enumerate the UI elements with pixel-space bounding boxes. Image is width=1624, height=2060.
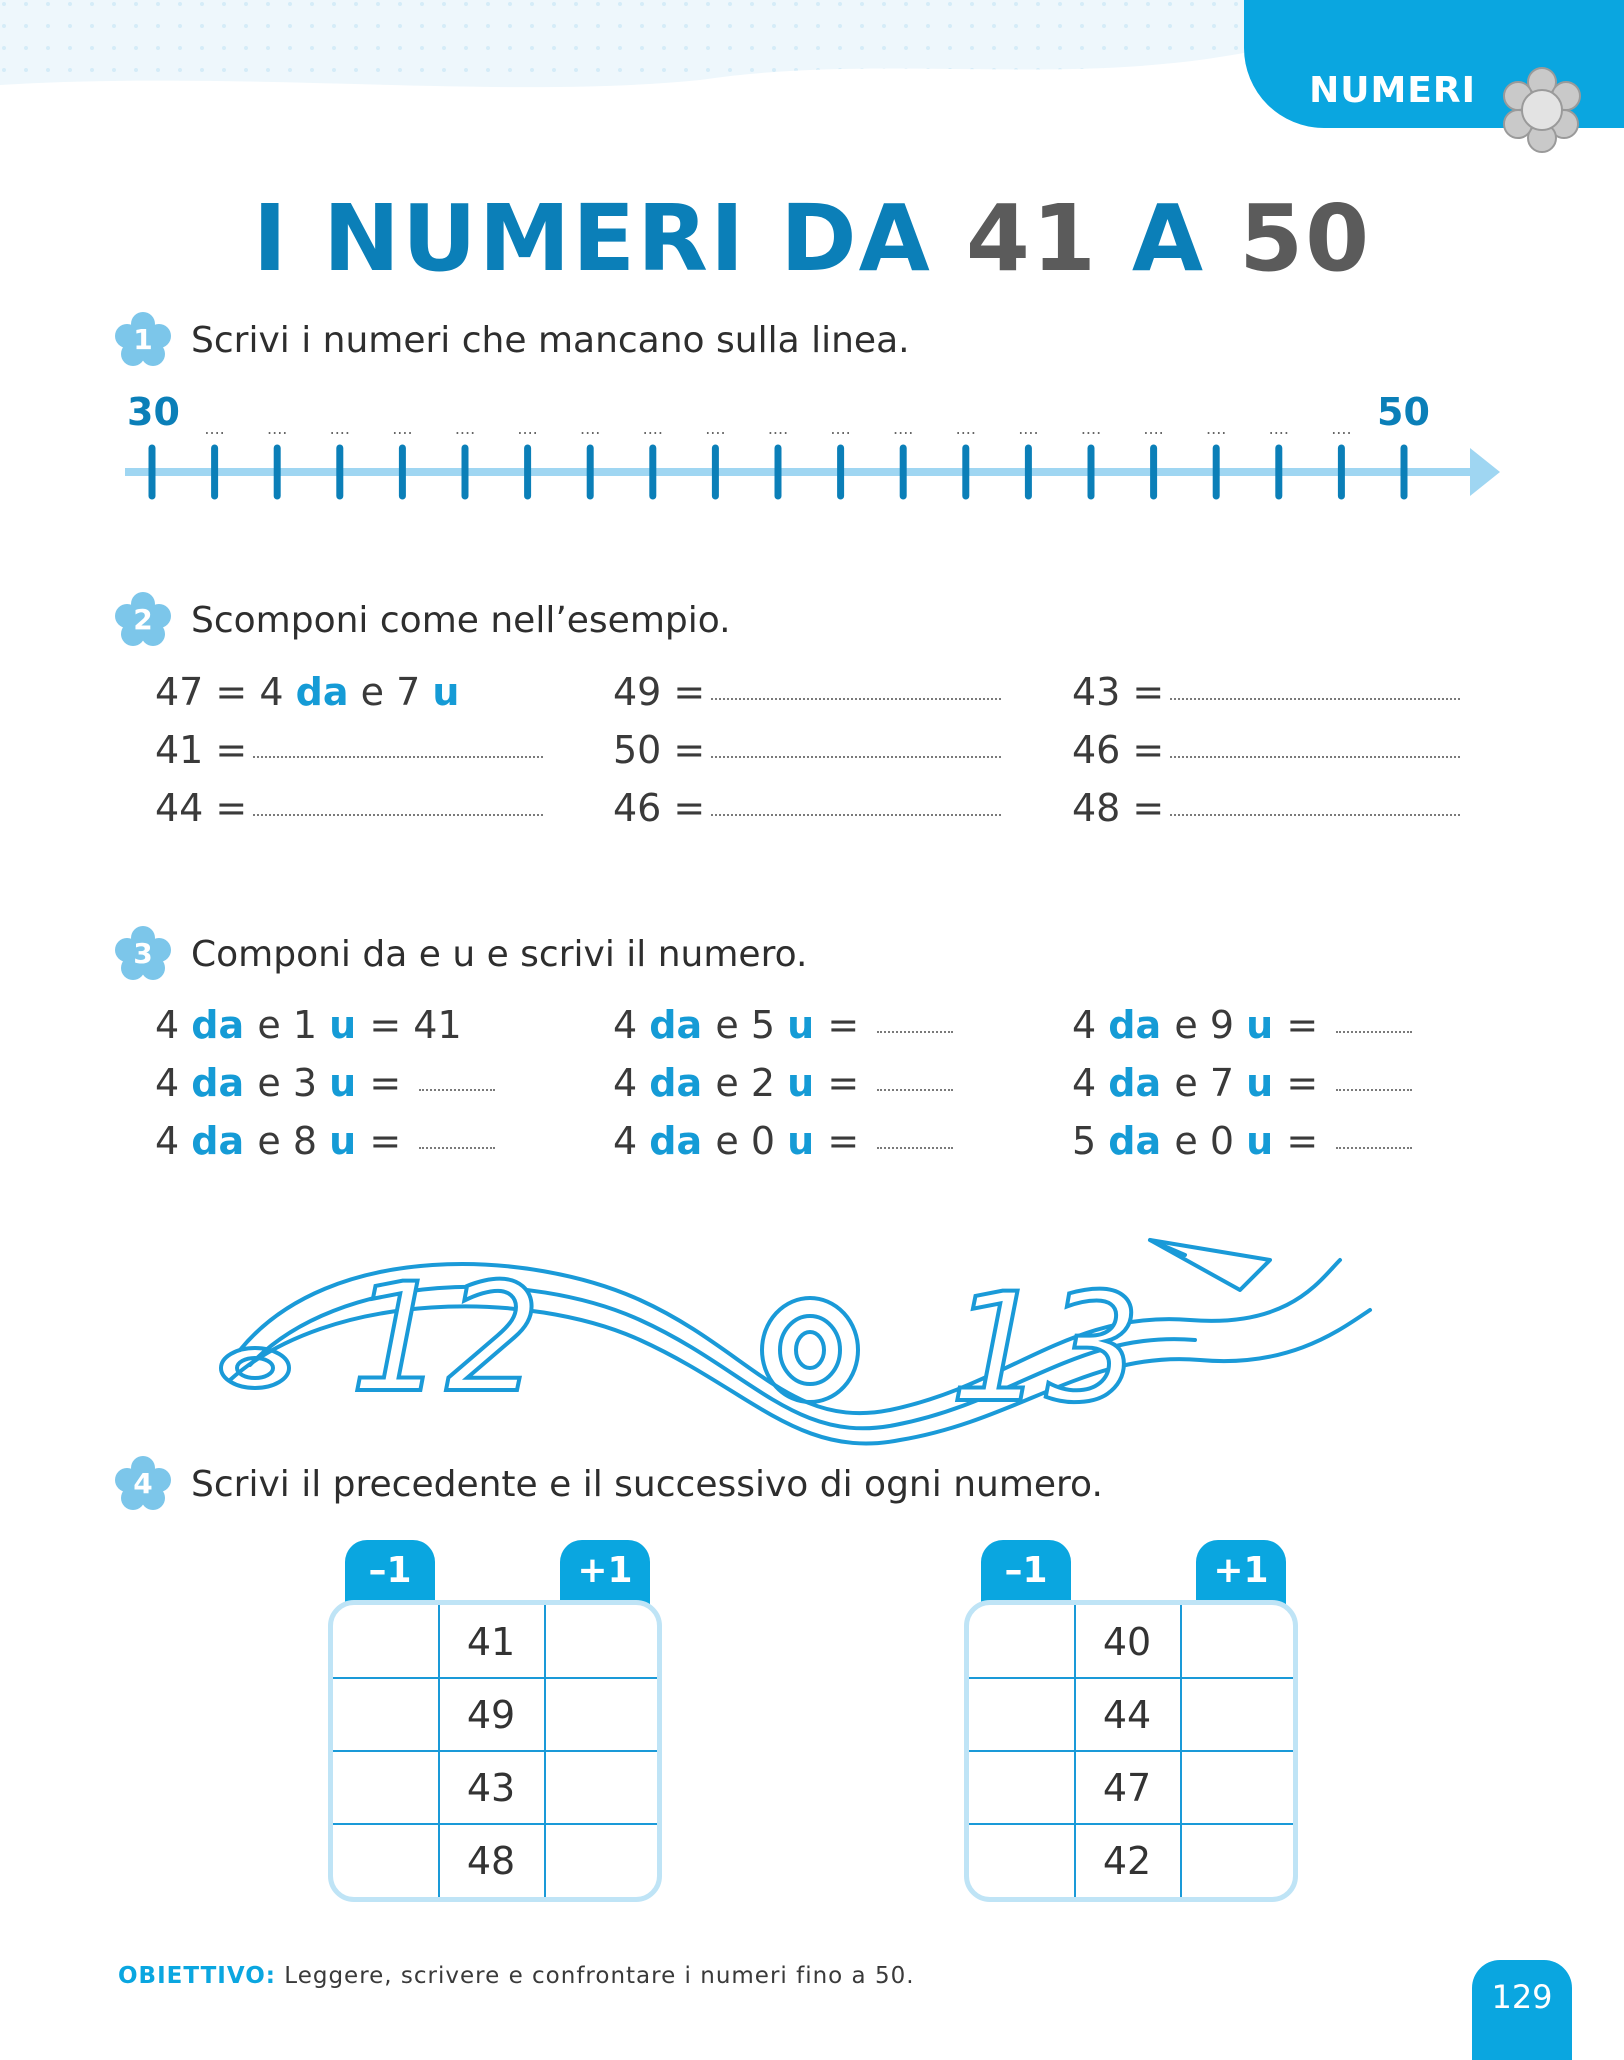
answer-line[interactable] — [711, 806, 1001, 816]
number-line-blank[interactable]: .... — [204, 419, 225, 438]
answer-line[interactable] — [253, 748, 543, 758]
compose-u: u — [787, 1061, 828, 1105]
compose-equals: = — [369, 1119, 414, 1163]
illustration-number-12: 12 — [350, 1252, 541, 1426]
answer-line[interactable] — [1336, 1139, 1412, 1149]
exercise-instruction: Scrivi i numeri che mancano sulla linea. — [191, 319, 910, 361]
example-da: da — [295, 670, 349, 714]
compose-e: e — [715, 1119, 751, 1163]
page-number: 129 — [1472, 1960, 1572, 2060]
number-line — [115, 390, 1515, 510]
compose-item — [613, 1061, 953, 1105]
table-cell: 48 — [466, 1839, 516, 1883]
number-line-blank[interactable]: .... — [767, 419, 789, 438]
table-cell: 47 — [1102, 1766, 1152, 1810]
compose-equals: = — [369, 1003, 414, 1047]
number-line-blank[interactable]: .... — [1143, 419, 1164, 438]
objective-text: Leggere, scrivere e confrontare i numeri fino a 50. — [284, 1963, 915, 1989]
section-label: NUMERI — [1309, 70, 1476, 111]
number-line-blank[interactable]: .... — [955, 419, 976, 438]
compose-units: 5 — [750, 1003, 788, 1047]
compose-tens: 4 — [155, 1119, 192, 1163]
table-cell: 44 — [1102, 1693, 1152, 1737]
decompose-number: 48 = — [1072, 786, 1165, 830]
title-part1: I NUMERI DA — [252, 185, 932, 292]
decompose-number: 44 = — [155, 786, 248, 830]
answer-line[interactable] — [877, 1023, 953, 1033]
compose-units: 0 — [1209, 1119, 1247, 1163]
example-number: 47 = — [155, 670, 248, 714]
title-part4: 50 — [1239, 185, 1372, 292]
compose-equals: = — [1286, 1061, 1331, 1105]
compose-equals: = — [1286, 1003, 1331, 1047]
page-title — [0, 185, 1624, 292]
number-line-blank[interactable]: .... — [830, 419, 851, 438]
compose-u: u — [1246, 1119, 1287, 1163]
table-cell: 40 — [1102, 1620, 1152, 1664]
number-line-graphic — [115, 390, 1515, 510]
compose-u: u — [787, 1003, 828, 1047]
table-cell: 43 — [466, 1766, 516, 1810]
compose-units: 2 — [750, 1061, 788, 1105]
exercise-instruction: Scrivi il precedente e il successivo di ogni numero. — [191, 1463, 1103, 1505]
compose-units: 1 — [292, 1003, 330, 1047]
compose-equals: = — [827, 1003, 872, 1047]
example-tens: 4 — [259, 670, 284, 714]
decompose-number: 46 = — [1072, 728, 1165, 772]
compose-e: e — [257, 1003, 293, 1047]
exercise-number: 1 — [133, 323, 153, 356]
number-line-blank[interactable]: .... — [454, 419, 476, 438]
compose-e: e — [1174, 1003, 1210, 1047]
exercise-number-badge — [115, 926, 171, 982]
compose-units: 3 — [292, 1061, 330, 1105]
decompose-item — [155, 786, 543, 830]
compose-tens: 4 — [155, 1061, 192, 1105]
title-part2: 41 — [965, 185, 1098, 292]
example-units: 7 — [396, 670, 421, 714]
compose-tens: 4 — [155, 1003, 192, 1047]
decompose-example — [155, 670, 459, 714]
number-line-blank[interactable]: .... — [893, 419, 914, 438]
answer-line[interactable] — [1170, 806, 1460, 816]
answer-line[interactable] — [877, 1081, 953, 1091]
example-e: e — [360, 670, 384, 714]
pencil-numbers-illustration — [210, 1220, 1410, 1450]
table-cell: 42 — [1102, 1839, 1152, 1883]
compose-equals: = — [369, 1061, 414, 1105]
objective-label: OBIETTIVO: — [118, 1963, 276, 1989]
number-line-blank[interactable]: .... — [1018, 419, 1039, 438]
answer-line[interactable] — [1336, 1081, 1412, 1091]
compose-item — [155, 1003, 462, 1047]
compose-u: u — [1246, 1003, 1287, 1047]
compose-da: da — [1108, 1119, 1175, 1163]
decompose-item — [1072, 786, 1460, 830]
table-box — [964, 1600, 1298, 1902]
answer-line[interactable] — [711, 690, 1001, 700]
compose-equals: = — [827, 1119, 872, 1163]
compose-da: da — [191, 1061, 258, 1105]
decompose-number: 41 = — [155, 728, 248, 772]
number-line-end: 50 — [1377, 390, 1430, 434]
number-line-blank[interactable]: .... — [1268, 419, 1289, 438]
answer-line[interactable] — [711, 748, 1001, 758]
compose-tens: 4 — [613, 1003, 650, 1047]
decompose-item — [613, 670, 1001, 714]
compose-tens: 4 — [1072, 1003, 1109, 1047]
compose-units: 0 — [750, 1119, 788, 1163]
answer-line[interactable] — [419, 1081, 495, 1091]
number-line-blank[interactable]: .... — [1206, 419, 1227, 438]
compose-e: e — [715, 1061, 751, 1105]
compose-u: u — [1246, 1061, 1287, 1105]
compose-da: da — [191, 1003, 258, 1047]
decompose-item — [613, 728, 1001, 772]
exercise-1-header — [115, 308, 910, 372]
compose-e: e — [1174, 1119, 1210, 1163]
compose-u: u — [329, 1119, 370, 1163]
compose-da: da — [649, 1119, 716, 1163]
illustration-number-13: 13 — [950, 1262, 1141, 1436]
compose-equals: = — [827, 1061, 872, 1105]
answer-line[interactable] — [1336, 1023, 1412, 1033]
compose-u: u — [329, 1061, 370, 1105]
compose-item — [155, 1119, 495, 1163]
number-line-blank[interactable]: .... — [517, 419, 538, 438]
plus-one-tab: +1 — [1196, 1540, 1286, 1610]
decompose-item — [1072, 728, 1460, 772]
exercise-number: 2 — [133, 603, 153, 636]
flower-icon — [1498, 66, 1586, 154]
exercise-number: 4 — [133, 1467, 153, 1500]
number-line-start: 30 — [127, 390, 180, 434]
minus-one-tab: –1 — [981, 1540, 1071, 1610]
number-line-blank[interactable]: .... — [705, 419, 726, 438]
exercise-number-badge — [115, 312, 171, 368]
number-line-blank[interactable]: .... — [392, 419, 413, 438]
compose-e: e — [1174, 1061, 1210, 1105]
exercise-3-header — [115, 922, 807, 986]
compose-tens: 4 — [613, 1061, 650, 1105]
decompose-number: 46 = — [613, 786, 706, 830]
answer-line[interactable] — [419, 1139, 495, 1149]
compose-da: da — [1108, 1003, 1175, 1047]
compose-e: e — [257, 1119, 293, 1163]
compose-e: e — [715, 1003, 751, 1047]
exercise-number-badge — [115, 1456, 171, 1512]
compose-da: da — [191, 1119, 258, 1163]
number-line-blank[interactable]: .... — [642, 419, 663, 438]
decompose-number: 49 = — [613, 670, 706, 714]
compose-units: 9 — [1209, 1003, 1247, 1047]
decompose-number: 43 = — [1072, 670, 1165, 714]
table-box — [328, 1600, 662, 1902]
compose-item — [613, 1119, 953, 1163]
number-line-blank[interactable]: .... — [267, 419, 288, 438]
plus-one-tab: +1 — [560, 1540, 650, 1610]
compose-equals: = — [1286, 1119, 1331, 1163]
answer-line[interactable] — [1170, 690, 1460, 700]
compose-item — [1072, 1119, 1412, 1163]
compose-item — [1072, 1003, 1412, 1047]
compose-item — [613, 1003, 953, 1047]
exercise-4-header — [115, 1452, 1103, 1516]
compose-tens: 5 — [1072, 1119, 1109, 1163]
compose-e: e — [257, 1061, 293, 1105]
decompose-item — [155, 728, 543, 772]
exercise-instruction: Componi da e u e scrivi il numero. — [191, 933, 808, 975]
number-line-blank[interactable]: .... — [329, 419, 350, 438]
compose-item — [155, 1061, 495, 1105]
compose-tens: 4 — [1072, 1061, 1109, 1105]
exercise-2-header — [115, 588, 731, 652]
compose-item — [1072, 1061, 1412, 1105]
decompose-item — [613, 786, 1001, 830]
number-line-blank[interactable]: .... — [1080, 419, 1102, 438]
compose-units: 7 — [1209, 1061, 1247, 1105]
number-line-blank[interactable]: .... — [580, 419, 601, 438]
answer-line[interactable] — [253, 806, 543, 816]
decompose-number: 50 = — [613, 728, 706, 772]
exercise-number: 3 — [133, 937, 153, 970]
exercise-number-badge — [115, 592, 171, 648]
decompose-item — [1072, 670, 1460, 714]
compose-units: 8 — [292, 1119, 330, 1163]
table-cell: 41 — [466, 1620, 516, 1664]
table-cell: 49 — [466, 1693, 516, 1737]
number-line-blank[interactable]: .... — [1331, 419, 1352, 438]
compose-u: u — [787, 1119, 828, 1163]
title-part3: A — [1131, 185, 1206, 292]
answer-line[interactable] — [1170, 748, 1460, 758]
compose-da: da — [1108, 1061, 1175, 1105]
compose-result: 41 — [413, 1003, 462, 1047]
answer-line[interactable] — [877, 1139, 953, 1149]
example-u: u — [432, 670, 460, 714]
objective-footer — [118, 1963, 915, 1989]
compose-da: da — [649, 1003, 716, 1047]
minus-one-tab: –1 — [345, 1540, 435, 1610]
compose-tens: 4 — [613, 1119, 650, 1163]
compose-da: da — [649, 1061, 716, 1105]
exercise-instruction: Scomponi come nell’esempio. — [191, 599, 731, 641]
compose-u: u — [329, 1003, 370, 1047]
